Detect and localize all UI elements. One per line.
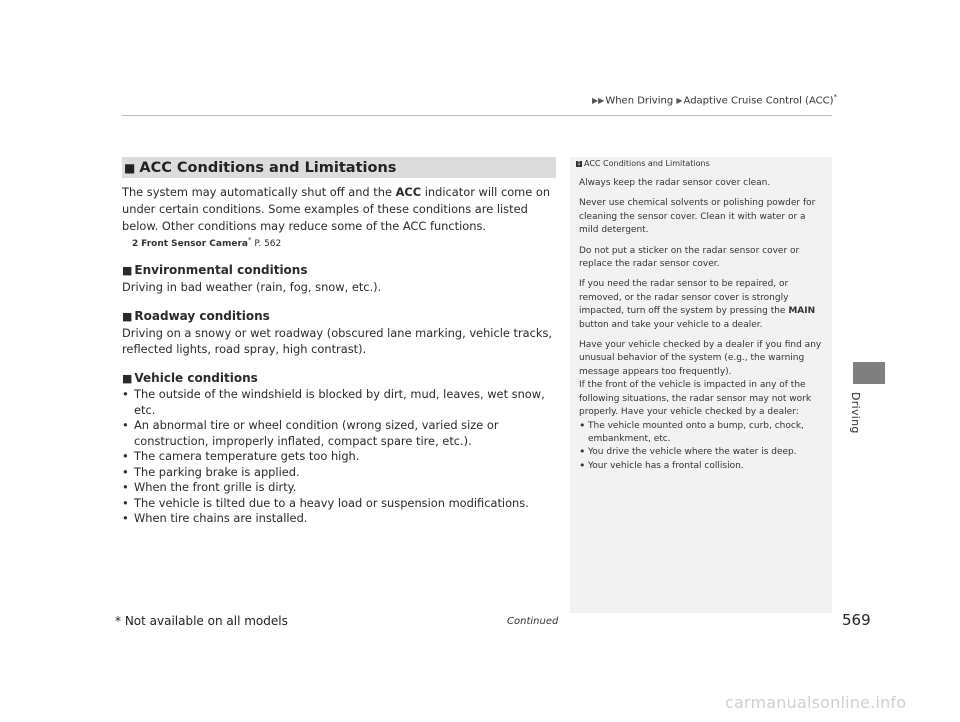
- xref-title: Front Sensor Camera: [141, 239, 248, 249]
- breadcrumb-item[interactable]: Adaptive Cruise Control (ACC): [683, 95, 834, 107]
- environmental-text: Driving in bad weather (rain, fog, snow, etc.).: [122, 280, 382, 294]
- intro-paragraph: The system may automatically shut off and the ACC indicator will come on under certain conditions. Some examples of these conditions are listed below. Other conditions may reduce some of the ACC functions.: [122, 185, 551, 233]
- list-item: • You drive the vehicle where the water is deep.: [579, 446, 827, 459]
- section-tab: [853, 362, 885, 384]
- breadcrumb-item[interactable]: When Driving: [605, 95, 674, 107]
- page-number: 569: [842, 611, 871, 629]
- roadway-heading: ■ Roadway conditions: [122, 309, 270, 323]
- header-divider: [122, 115, 832, 116]
- note-paragraph: Have your vehicle checked by a dealer if you find any unusual behavior of the system (e.g., the warning message appears too frequently).: [579, 340, 822, 377]
- vehicle-heading: ■ Vehicle conditions: [122, 371, 258, 385]
- side-note-panel: [570, 157, 832, 613]
- note-title: 1 ACC Conditions and Limitations: [577, 159, 710, 168]
- arrow-icon: ▶: [676, 96, 683, 106]
- vehicle-conditions-list: [122, 387, 562, 527]
- list-item: • The vehicle mounted onto a bump, curb, chock, embankment, etc.: [579, 420, 827, 447]
- environmental-heading: ■ Environmental conditions: [122, 263, 308, 277]
- arrow-icon: ▶▶: [592, 96, 605, 106]
- continued-label: Continued: [507, 616, 559, 627]
- xref-page: P. 562: [251, 239, 282, 249]
- list-item: • When tire chains are installed.: [122, 511, 562, 527]
- square-icon: ■: [122, 372, 133, 385]
- list-item: • The camera temperature gets too high.: [122, 449, 562, 465]
- list-item: • The outside of the windshield is blocked by dirt, mud, leaves, wet snow, etc.: [122, 387, 562, 418]
- footnote: * Not available on all models: [115, 614, 288, 628]
- note-paragraph: Never use chemical solvents or polishing powder for cleaning the sensor cover. Clean it with water or a mild detergent.: [579, 198, 816, 236]
- section-tab-label: Driving: [849, 392, 862, 434]
- note-paragraph: If the front of the vehicle is impacted in any of the following situations, the radar sensor may not work properly. Have your vehicle checked by a dealer:: [579, 380, 812, 418]
- square-icon: ■: [122, 310, 133, 323]
- list-item: • The vehicle is tilted due to a heavy load or suspension modifications.: [122, 496, 562, 512]
- note-paragraph: Always keep the radar sensor cover clean.: [579, 178, 771, 188]
- note-paragraph: If you need the radar sensor to be repaired, or removed, or the radar sensor cover is strongly impacted, turn off the system by pressing the MAIN button and take your vehicle to a dealer.: [579, 279, 816, 330]
- list-item: • When the front grille is dirty.: [122, 480, 562, 496]
- list-item: • An abnormal tire or wheel condition (wrong sized, varied size or construction, improperly inflated, compact spare tire, etc.).: [122, 418, 562, 449]
- note-body: [579, 177, 827, 473]
- square-icon: ■: [124, 160, 136, 175]
- roadway-text: Driving on a snowy or wet roadway (obscured lane marking, vehicle tracks, reflected lights, road spray, high contrast).: [122, 326, 553, 356]
- main-button-label: MAIN: [788, 306, 816, 317]
- list-item: • Your vehicle has a frontal collision.: [579, 460, 827, 473]
- acc-indicator-label: ACC: [395, 185, 422, 199]
- note-paragraph: Do not put a sticker on the radar sensor cover or replace the radar sensor cover.: [579, 245, 800, 270]
- section-title: ACC Conditions and Limitations: [139, 159, 397, 176]
- xref-arrow-icon: 2: [132, 239, 139, 249]
- watermark: carmanualsonline.info: [725, 693, 907, 712]
- cross-reference-link[interactable]: 2 Front Sensor Camera* P. 562: [132, 236, 282, 249]
- breadcrumb: [592, 93, 837, 106]
- main-content: [122, 157, 556, 527]
- note-list: [579, 420, 827, 474]
- section-title-bar: [122, 157, 556, 178]
- footnote-star: *: [833, 93, 837, 101]
- square-icon: ■: [122, 264, 133, 277]
- list-item: • The parking brake is applied.: [122, 465, 562, 481]
- note-marker-icon: 1: [577, 161, 581, 167]
